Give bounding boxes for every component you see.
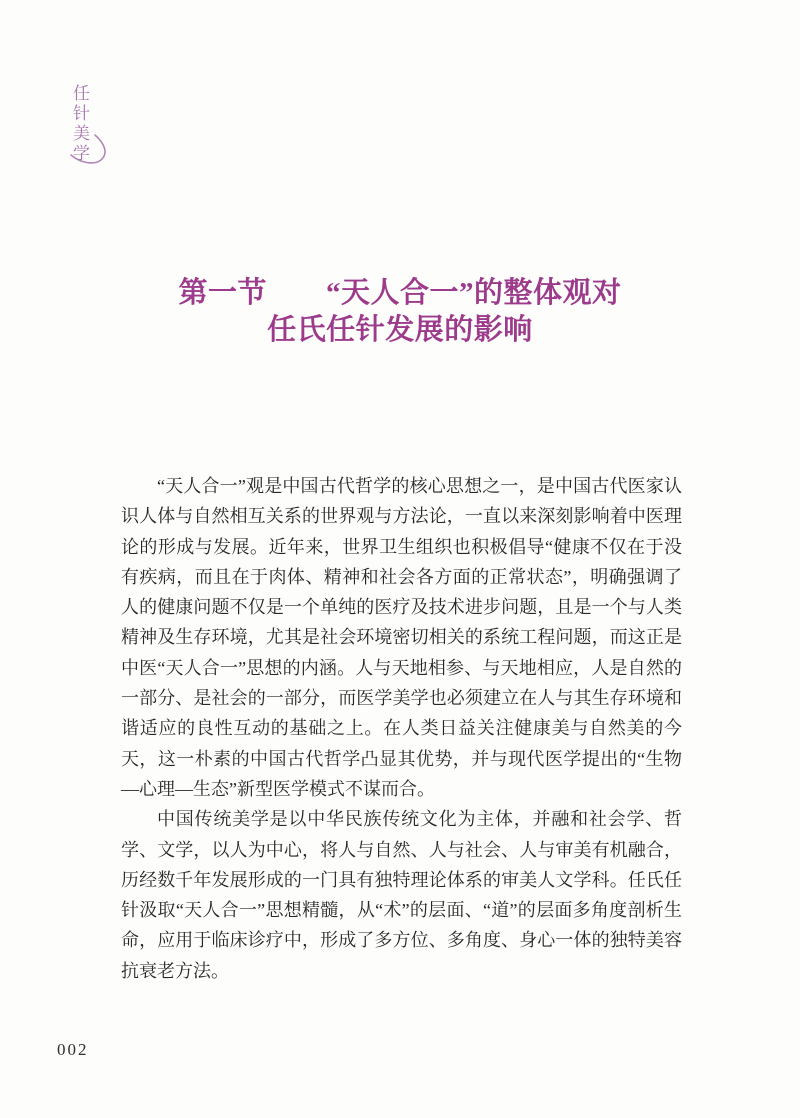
chapter-heading-line1: 第一节 “天人合一”的整体观对 [178,277,622,309]
body-text [121,471,682,986]
chapter-heading [0,275,800,349]
chapter-heading-line2: 任氏任针发展的影响 [267,314,533,346]
paragraph-1: “天人合一”观是中国古代哲学的核心思想之一，是中国古代医家认识人体与自然相互关系的世界观与方法论，一直以来深刻影响着中医理论的形成与发展。近年来，世界卫生组织也积极倡导“健康不仅在于没有疾病，而且在于肉体、精神和社会各方面的正常状态”，明确强调了人的健康问题不仅是一个单纯的医疗及技术进步问题，且是一个与人类精神及生存环境，尤其是社会环境密切相关的系统工程问题，而这正是中医“天人合一”思想的内涵。人与天地相参、与天地相应，人是自然的一部分、是社会的一部分，而医学美学也必须建立在人与其生存环境和谐适应的良性互动的基础之上。在人类日益关注健康美与自然美的今天，这一朴素的中国古代哲学凸显其优势，并与现代医学提出的“生物—心理—生态”新型医学模式不谋而合。 [121,476,682,799]
paragraph-2: 中国传统美学是以中华民族传统文化为主体，并融和社会学、哲学、文学，以人为中心，将人与自然、人与社会、人与审美有机融合，历经数千年发展形成的一门具有独特理论体系的审美人文学科。任氏任针汲取“天人合一”思想精髓，从“术”的层面、“道”的层面多角度剖析生命，应用于临床诊疗中，形成了多方位、多角度、身心一体的独特美容抗衰老方法。 [121,809,682,981]
page-number: 002 [57,1040,89,1059]
brand-vertical-title: 任针美学 [70,84,89,164]
